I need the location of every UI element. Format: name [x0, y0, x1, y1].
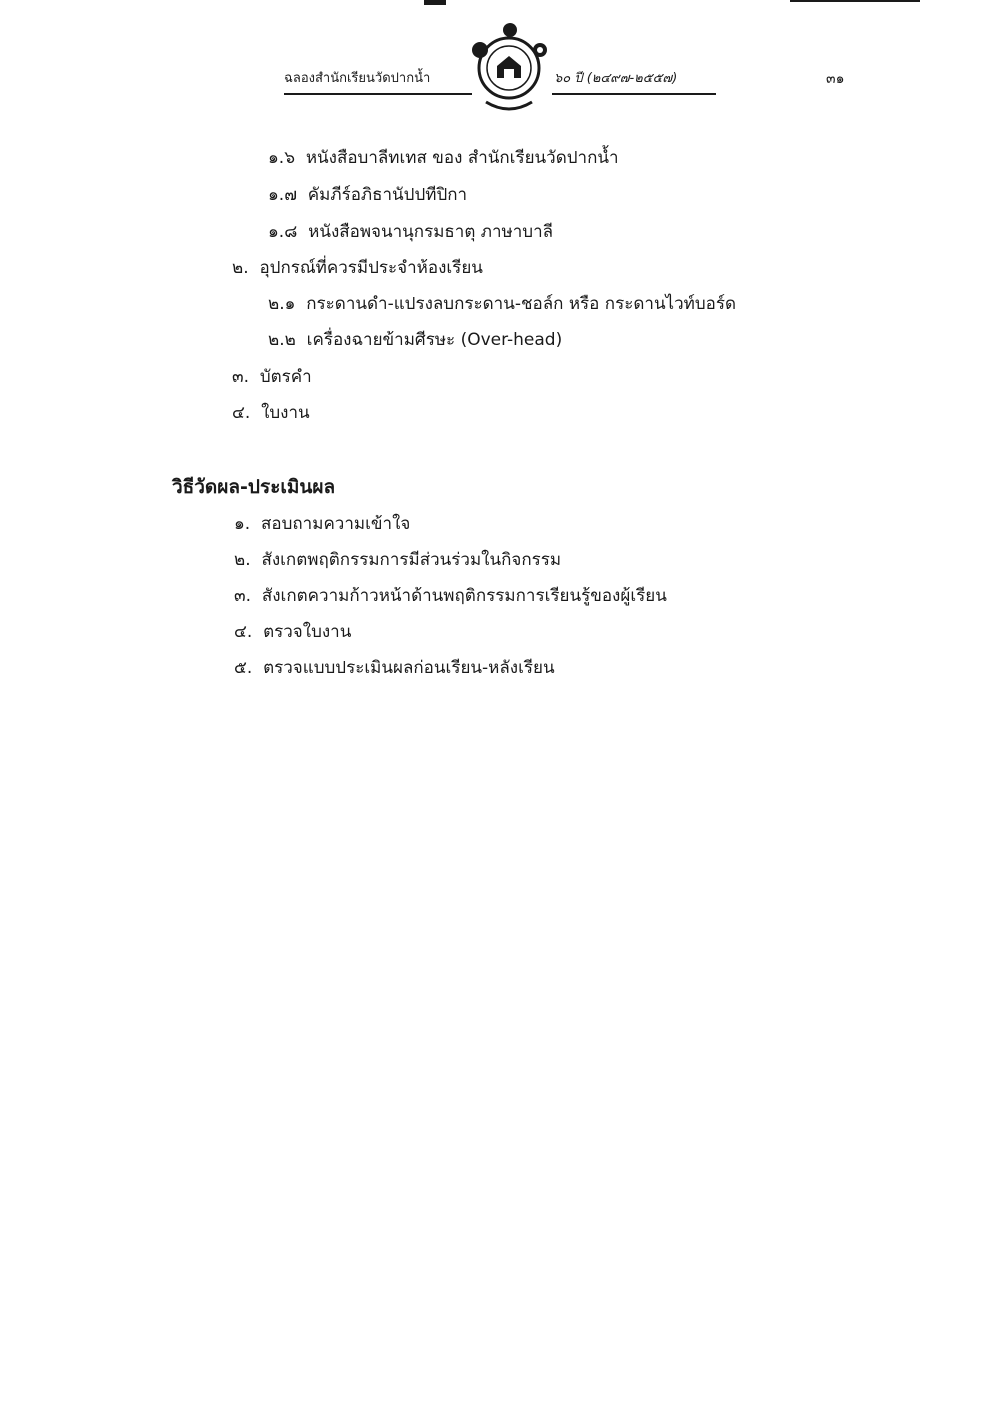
list-item: [232, 365, 312, 389]
item-text: หนังสือพจนานุกรมธาตุ ภาษาบาลี: [308, 222, 554, 242]
item-text: สังเกตความก้าวหน้าด้านพฤติกรรมการเรียนรู้ของผู้เรียน: [261, 586, 667, 606]
item-number: ๒.๑: [268, 294, 296, 314]
item-text: สอบถามความเข้าใจ: [261, 514, 411, 534]
header-right-underline: [552, 93, 716, 95]
item-text: ตรวจใบงาน: [263, 622, 352, 642]
list-heading-item: [232, 256, 483, 280]
item-number: ๒.: [234, 550, 251, 570]
list-item: [232, 401, 310, 425]
item-number: ๑.: [234, 514, 251, 534]
item-number: ๑.๘: [268, 222, 298, 242]
list-item: [268, 220, 553, 244]
temple-seal-icon: [464, 20, 554, 120]
list-item: [234, 548, 561, 572]
header-left-text: ฉลองสำนักเรียนวัดปากน้ำ: [284, 71, 431, 86]
item-text: กระดานดำ-แปรงลบกระดาน-ชอล์ก หรือ กระดานไวท์บอร์ด: [306, 294, 737, 314]
item-text: เครื่องฉายข้ามศีรษะ (Over-head): [306, 330, 563, 350]
list-item: [268, 328, 562, 352]
item-text: บัตรคำ: [259, 367, 312, 387]
item-text: คัมภีร์อภิธานัปปทีปิกา: [307, 185, 468, 205]
list-item: [268, 146, 619, 170]
list-item: [234, 620, 351, 644]
item-number: ๓.: [234, 586, 252, 606]
list-item: [268, 183, 467, 207]
list-item: [234, 584, 667, 608]
item-text: ตรวจแบบประเมินผลก่อนเรียน-หลังเรียน: [263, 658, 555, 678]
item-number: ๒.๒: [268, 330, 296, 350]
section-heading: วิธีวัดผล-ประเมินผล: [172, 476, 336, 498]
item-number: ๒.: [232, 258, 249, 278]
header-left-underline: [284, 93, 472, 95]
page-number: ๓๑: [826, 71, 845, 87]
item-text: อุปกรณ์ที่ควรมีประจำห้องเรียน: [259, 258, 483, 278]
header-right-text: ๖๐ ปี (๒๔๙๗-๒๕๕๗): [554, 71, 678, 86]
list-item: [234, 656, 555, 680]
item-number: ๔.: [232, 403, 251, 423]
list-item: [268, 292, 736, 316]
item-text: สังเกตพฤติกรรมการมีส่วนร่วมในกิจกรรม: [261, 550, 562, 570]
item-number: ๔.: [234, 622, 253, 642]
item-number: ๑.๖: [268, 148, 295, 168]
item-number: ๓.: [232, 367, 250, 387]
list-item: [234, 512, 410, 536]
item-text: หนังสือบาลีทเทส ของ สำนักเรียนวัดปากน้ำ: [305, 148, 619, 168]
page-header: [0, 0, 1000, 130]
item-number: ๑.๗: [268, 185, 297, 205]
item-number: ๕.: [234, 658, 253, 678]
item-text: ใบงาน: [261, 403, 310, 423]
